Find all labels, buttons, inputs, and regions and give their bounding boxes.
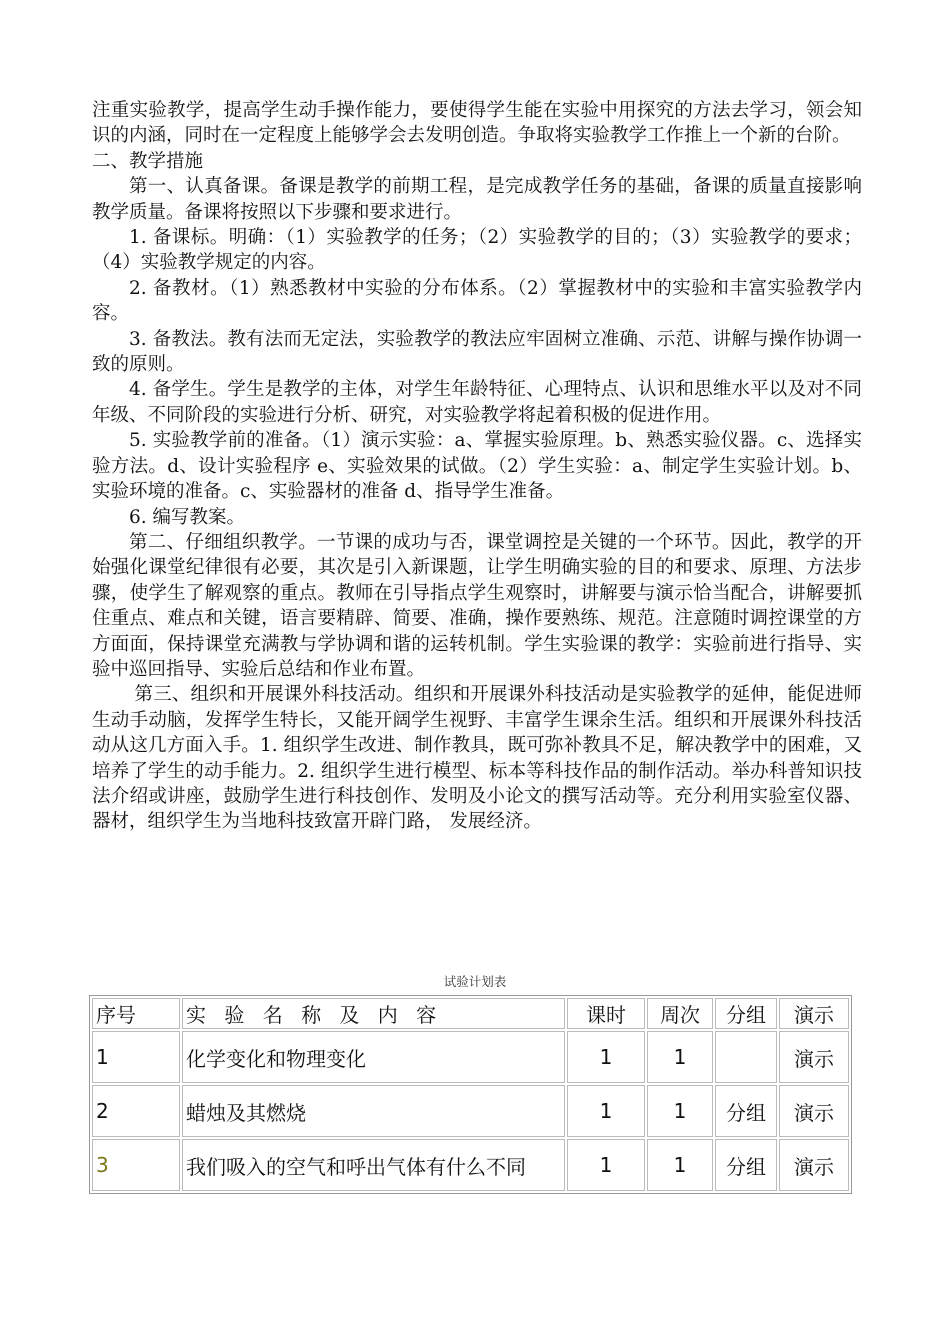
paragraph-prep-material: 2. 备教材。（1）熟悉教材中实验的分布体系。（2）掌握教材中的实验和丰富实验教学内容。 — [92, 277, 862, 325]
table-row — [92, 1139, 849, 1191]
paragraph-prep-students: 4. 备学生。学生是教学的主体，对学生年龄特征、心理特点、认识和思维水平以及对不同年级、不同阶段的实验进行分析、研究，对实验教学将起着积极的促进作用。 — [92, 379, 862, 426]
cell-hours: 1 — [567, 1085, 645, 1137]
table-row — [92, 1085, 849, 1137]
cell-number: 1 — [92, 1031, 180, 1083]
cell-hours: 1 — [567, 1031, 645, 1083]
header-name: 实 验 名 称 及 内 容 — [182, 998, 565, 1029]
paragraph-prep-standard: 1. 备课标。明确：（1）实验教学的任务；（2）实验教学的目的；（3）实验教学的要求；（4）实验教学规定的内容。 — [92, 227, 862, 274]
cell-week: 1 — [647, 1085, 713, 1137]
cell-week: 1 — [647, 1139, 713, 1191]
cell-demo: 演示 — [779, 1139, 849, 1191]
paragraph-write-plan: 6. 编写教案。 — [129, 506, 246, 528]
table-caption: 试验计划表 — [443, 974, 507, 989]
intro-paragraph: 注重实验教学，提高学生动手操作能力，要使得学生能在实验中用探究的方法去学习，领会知识的内涵，同时在一定程度上能够学会去发明创造。争取将实验教学工作推上一个新的台阶。 — [92, 100, 862, 147]
header-week: 周次 — [647, 998, 713, 1029]
table-row — [92, 1031, 849, 1083]
document-body — [92, 98, 862, 835]
header-demo: 演示 — [779, 998, 849, 1029]
paragraph-extracurricular: 第三、组织和开展课外科技活动。组织和开展课外科技活动是实验教学的延伸，能促进师生动手动脑，发挥学生特长，又能开阔学生视野、丰富学生课余生活。组织和开展课外科技活动从这几方面入手。1. 组织学生改进、制作教具，既可弥补教具不足，解决教学中的困难，又培养了学生的动手能力。2. 组织学生进行模型、标本等科技作品的制作活动。举办科普知识技法介绍或讲座，鼓励学生进行科技创作、发明及小论文的撰写活动等。充分利用实验室仪器、器材，组织学生为当地科技致富开辟门路， 发展经济。 — [92, 684, 862, 833]
paragraph-prep-before-class: 5. 实验教学前的准备。（1）演示实验：a、掌握实验原理。b、熟悉实验仪器。c、选择实验方法。d、设计实验程序 e、实验效果的试做。（2）学生实验：a、制定学生实验计划。b、实验环境的准备。c、实验器材的准备 d、指导学生准备。 — [92, 430, 862, 503]
table-header-row — [92, 998, 849, 1029]
cell-demo: 演示 — [779, 1085, 849, 1137]
cell-hours: 1 — [567, 1139, 645, 1191]
cell-name: 我们吸入的空气和呼出气体有什么不同 — [182, 1139, 565, 1191]
cell-number: 3 — [92, 1139, 180, 1191]
cell-demo: 演示 — [779, 1031, 849, 1083]
paragraph-prep-method: 3. 备教法。教有法而无定法，实验教学的教法应牢固树立准确、示范、讲解与操作协调一致的原则。 — [92, 328, 862, 376]
experiment-plan-table — [89, 995, 852, 1194]
cell-group: 分组 — [715, 1139, 777, 1191]
cell-name: 化学变化和物理变化 — [182, 1031, 565, 1083]
header-group: 分组 — [715, 998, 777, 1029]
paragraph-organize-teaching: 第二、仔细组织教学。一节课的成功与否，课堂调控是关键的一个环节。因此，教学的开始强化课堂纪律很有必要，其次是引入新课题，让学生明确实验的目的和要求、原理、方法步骤，使学生了解观察的重点。教师在引导指点学生观察时，讲解要与演示恰当配合，讲解要抓住重点、难点和关键，语言要精辟、简要、准确，操作要熟练、规范。注意随时调控课堂的方方面面，保持课堂充满教与学协调和谐的运转机制。学生实验课的教学：实验前进行指导、实验中巡回指导、实验后总结和作业布置。 — [92, 531, 862, 680]
header-number: 序号 — [92, 998, 180, 1029]
cell-number: 2 — [92, 1085, 180, 1137]
cell-group: 分组 — [715, 1085, 777, 1137]
cell-name: 蜡烛及其燃烧 — [182, 1085, 565, 1137]
section-heading: 二、教学措施 — [92, 150, 204, 172]
header-hours: 课时 — [567, 998, 645, 1029]
cell-week: 1 — [647, 1031, 713, 1083]
paragraph-lesson-prep: 第一、认真备课。备课是教学的前期工程，是完成教学任务的基础，备课的质量直接影响教学质量。备课将按照以下步骤和要求进行。 — [92, 176, 862, 223]
cell-group — [715, 1031, 777, 1083]
